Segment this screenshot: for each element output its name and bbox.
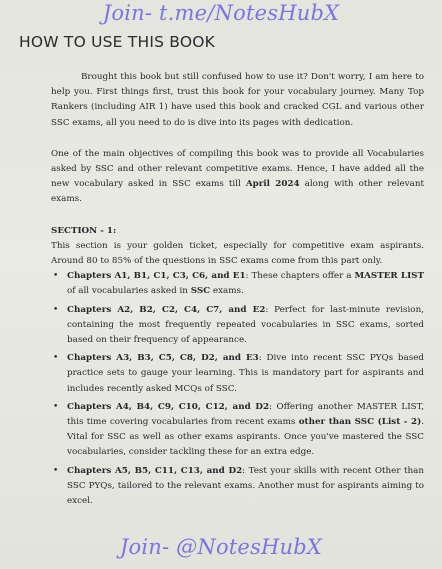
list-item: [51, 303, 424, 349]
watermark-bottom: Join- @NotesHubX: [119, 535, 323, 559]
bullet-icon: •: [53, 401, 59, 412]
objective-text-after: along with other relevant exams.: [51, 179, 425, 205]
chapter-description: : Test your skills with recent Other than SSC PYQs, tailored to the relevant exams. Another must for aspirants aiming to excel.: [67, 465, 424, 507]
chapter-list: [51, 269, 424, 509]
objective-text-before: One of the main objectives of compiling this book was to provide all Vocabularies asked by SSC and other relevant competitive exams. Hence, I have added all the new vocabulary asked in SSC exams till: [51, 148, 424, 190]
page-body: [51, 70, 424, 512]
bullet-icon: •: [53, 353, 59, 364]
chapter-group: Chapters A5, B5, C11, C13, and D2: [67, 465, 243, 476]
chapter-highlight-2: SSC: [190, 286, 211, 297]
chapter-description: : Dive into recent SSC PYQs based practice sets to gauge your learning. This is mandatory part for aspirants and includes recently asked MCQs of SSC.: [67, 353, 424, 394]
chapter-description-cont: . Vital for SSC as well as other exams aspirants. Once you've mastered the SSC vocabularies, consider tackling these for an extra edge.: [67, 417, 425, 458]
chapter-description: : These chapters offer a: [245, 271, 355, 282]
objective-paragraph: [51, 147, 424, 208]
list-item: [51, 351, 424, 397]
chapter-highlight: other than SSC (List - 2): [298, 417, 422, 428]
page-title: HOW TO USE THIS BOOK: [19, 33, 215, 51]
chapter-description-cont: of all vocabularies asked in: [67, 286, 191, 297]
bullet-icon: •: [53, 304, 59, 315]
chapter-highlight: MASTER LIST: [354, 271, 424, 282]
list-item: [51, 464, 424, 510]
list-item: [51, 269, 424, 299]
chapter-description: : Perfect for last-minute revision, containing the most frequently repeated vocabularies in SSC exams, sorted based on their frequency of appearance.: [67, 304, 424, 346]
objective-date: April 2024: [245, 179, 300, 190]
chapter-group: Chapters A4, B4, C9, C10, C12, and D2: [67, 401, 270, 412]
chapter-group: Chapters A2, B2, C2, C4, C7, and E2: [67, 304, 266, 315]
chapter-description-end: exams.: [210, 286, 244, 297]
bullet-icon: •: [53, 271, 59, 282]
section-1-title: SECTION - 1:: [51, 225, 117, 236]
chapter-group: Chapters A3, B3, C5, C8, D2, and E3: [67, 353, 259, 364]
bullet-icon: •: [53, 465, 59, 476]
watermark-top: Join- t.me/NotesHubX: [102, 1, 340, 25]
section-1-intro: This section is your golden ticket, especially for competitive exam aspirants. Around 80 to 85% of the questions in SSC exams come from this part only.: [51, 240, 424, 267]
list-item: [51, 400, 424, 461]
chapter-description: : Offering another MASTER LIST, this time covering vocabularies from recent exams: [67, 401, 424, 428]
chapter-group: Chapters A1, B1, C1, C3, C6, and E1: [67, 271, 246, 282]
intro-paragraph: Brought this book but still confused how to use it? Don't worry, I am here to help you. First things first, trust this book for your vocabulary journey. Many Top Rankers (including AIR 1) have used this book and cracked CGL and various other SSC exams, all you need to do is dive into its pages with dedication.: [51, 72, 424, 128]
